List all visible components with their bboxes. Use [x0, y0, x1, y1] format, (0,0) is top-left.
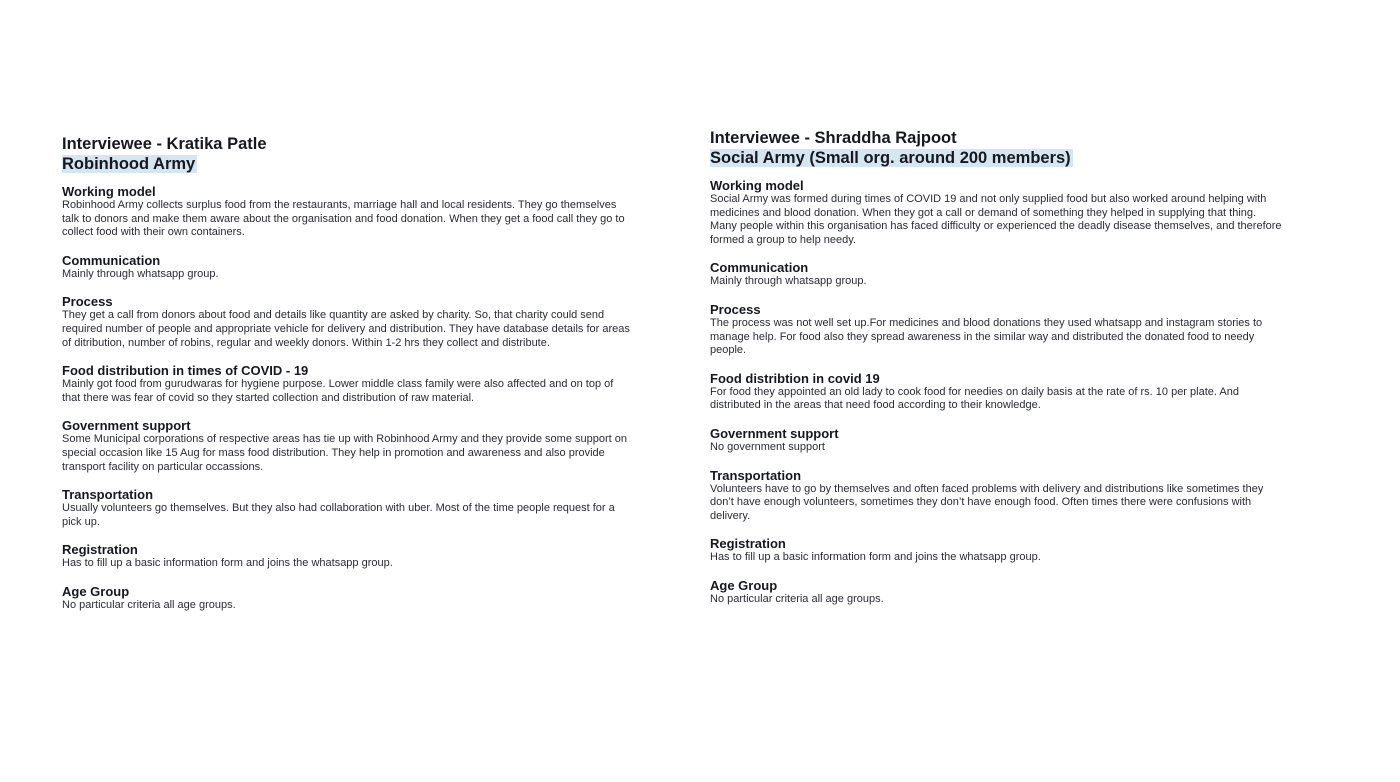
section-text: No government support: [710, 440, 825, 453]
section-text: Mainly got food from gurudwaras for hygiene purpose. Lower middle class family were also affected and on top of that there was fear of covid so they started collection and distribution of raw material.: [62, 378, 614, 404]
section-heading: Age Group: [62, 583, 130, 599]
section-heading: Registration: [710, 536, 786, 552]
section-age-group: [710, 578, 1285, 607]
section-working-model: [710, 178, 1285, 247]
section-government-support: [62, 418, 632, 474]
section-text: The process was not well set up.For medicines and blood donations they used whatsapp and instagram stories to manage help. For food also they spread awareness in the similar way and distributed the donated food to needy people.: [710, 316, 1263, 357]
section-heading: Food distribution in times of COVID - 19: [62, 363, 309, 379]
section-food-distribution: [62, 363, 632, 405]
section-text: Social Army was formed during times of COVID 19 and not only supplied food but also worked around helping with medicines and blood donation. When they got a call or demand of something they helped in supplying that thing. Many people within this organisation has faced difficulty or experienced the deadly disease themselves, and therefore formed a group to help needy.: [710, 193, 1282, 246]
section-text: Mainly through whatsapp group.: [710, 275, 867, 288]
section-heading: Age Group: [710, 577, 778, 593]
section-working-model: [62, 184, 632, 240]
section-registration: [62, 542, 632, 571]
section-transportation: [62, 487, 632, 529]
section-heading: Working model: [710, 178, 804, 193]
section-text: They get a call from donors about food and details like quantity are asked by charity. So, that charity could send required number of people and appropriate vehicle for delivery and distribution. They have database details for areas of ditribution, number of robins, regular and weekly donors. Within 1-2 hrs they collect and distribute.: [62, 309, 630, 349]
section-heading: Process: [62, 294, 113, 310]
interview-right-column: [710, 128, 1285, 607]
section-heading: Process: [710, 301, 761, 317]
section-heading: Government support: [62, 418, 191, 434]
section-heading: Transportation: [710, 467, 802, 483]
section-text: Usually volunteers go themselves. But they also had collaboration with uber. Most of the time people request for a pick up.: [62, 502, 615, 528]
section-heading: Government support: [710, 425, 839, 441]
organisation-name-highlight: Social Army (Small org. around 200 members): [710, 149, 1071, 167]
section-communication: [710, 260, 1285, 289]
section-heading: Food distribtion in covid 19: [710, 370, 880, 386]
section-text: Volunteers have to go by themselves and often faced problems with delivery and distributions like sometimes they don’t have enough volunteers, sometimes they don’t have enough food. Often times there were confusions with delivery.: [710, 482, 1264, 522]
section-text: Mainly through whatsapp group.: [62, 267, 219, 280]
section-text: Robinhood Army collects surplus food from the restaurants, marriage hall and local residents. They go themselves talk to donors and make them aware about the organisation and food donation. When they get a food call they go to collect food with their own containers.: [62, 199, 625, 239]
section-process: [710, 302, 1285, 358]
section-text: Some Municipal corporations of respective areas has tie up with Robinhood Army and they provide some support on special occasion like 15 Aug for mass food distribution. They help in promotion and awareness and also provide transport facility on particular occassions.: [62, 433, 627, 473]
section-heading: Communication: [62, 252, 161, 268]
section-government-support: [710, 426, 1285, 455]
section-text: Has to fill up a basic information form and joins the whatsapp group.: [710, 551, 1041, 564]
section-text: No particular criteria all age groups.: [62, 598, 236, 611]
section-transportation: [710, 468, 1285, 524]
interviewee-title: Interviewee - Kratika Patle: [62, 135, 267, 153]
section-communication: [62, 253, 632, 282]
section-text: Has to fill up a basic information form and joins the whatsapp group.: [62, 557, 393, 570]
section-text: For food they appointed an old lady to cook food for needies on daily basis at the rate of rs. 10 per plate. And distributed in the areas that need food according to their knowledge.: [710, 385, 1239, 412]
section-food-distribution: [710, 371, 1285, 413]
interview-left-column: [62, 134, 632, 613]
section-heading: Communication: [710, 260, 809, 276]
section-text: No particular criteria all age groups.: [710, 592, 884, 605]
section-heading: Working model: [62, 184, 156, 199]
interviewee-title: Interviewee - Shraddha Rajpoot: [710, 129, 957, 147]
organisation-name: [62, 154, 632, 174]
section-process: [62, 294, 632, 350]
section-heading: Transportation: [62, 487, 154, 503]
organisation-name: [710, 148, 1285, 168]
section-age-group: [62, 584, 632, 613]
section-heading: Registration: [62, 542, 138, 558]
section-registration: [710, 536, 1285, 565]
organisation-name-highlight: Robinhood Army: [62, 155, 196, 173]
